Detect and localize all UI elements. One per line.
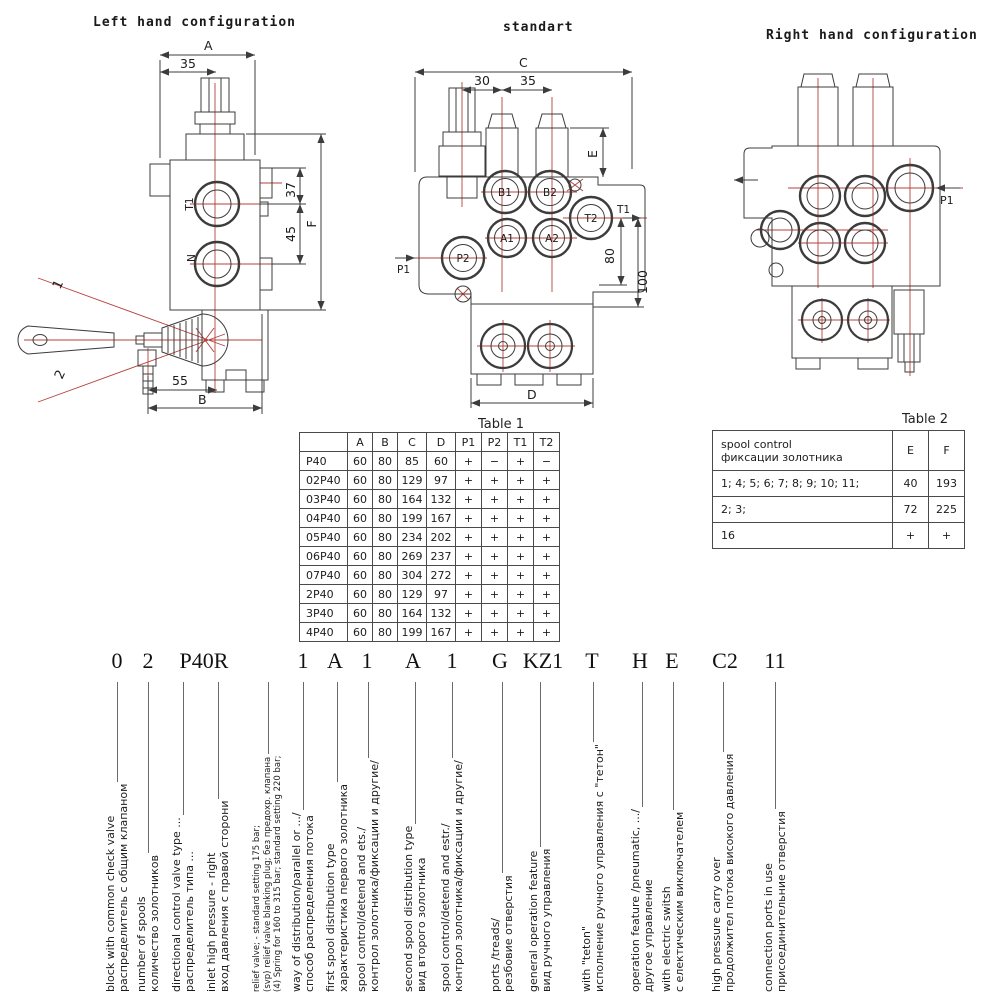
legend-text	[527, 849, 553, 992]
table2-value-cell: 225	[929, 497, 965, 523]
table1-value-cell: +	[456, 452, 482, 471]
table1-value-cell: −	[482, 452, 508, 471]
table2-e-header: E	[893, 431, 929, 471]
legend-text	[660, 812, 686, 992]
legend-line: вид второго золотника	[415, 857, 428, 992]
legend-text	[580, 744, 606, 992]
table1-value-cell: +	[534, 547, 560, 566]
port-b2-label: B2	[543, 187, 557, 199]
table1-value-cell: +	[508, 566, 534, 585]
table1-value-cell: +	[482, 604, 508, 623]
table1-value-cell: 60	[348, 471, 373, 490]
legend-leader-line	[148, 682, 149, 853]
table1-model-cell: 07P40	[300, 566, 348, 585]
order-code-token: 1	[297, 648, 309, 673]
table1-value-cell: +	[534, 471, 560, 490]
legend-line: вход давления с правой сторони	[218, 800, 231, 992]
table1-value-cell: −	[534, 452, 560, 471]
legend-line: with "teton"	[580, 925, 593, 992]
right-valve-red-centerlines	[756, 78, 963, 376]
table2-value-cell: +	[893, 523, 929, 549]
legend-leader-line	[673, 682, 674, 810]
dim-35-label: 35	[520, 73, 536, 88]
table1-value-cell: +	[508, 604, 534, 623]
table1-header-cell: A	[348, 433, 373, 452]
table1-value-cell: +	[482, 471, 508, 490]
dim-55-label: 55	[172, 373, 188, 388]
right-valve-outline	[744, 74, 940, 372]
legend-line: исполнение ручного управления с "тетон"	[593, 744, 606, 992]
table1-value-cell: +	[456, 604, 482, 623]
spool-control-table	[712, 430, 965, 549]
table1-header-cell: P1	[456, 433, 482, 452]
table1-model-cell: 02P40	[300, 471, 348, 490]
table1-model-cell: 04P40	[300, 509, 348, 528]
table1-value-cell: +	[482, 585, 508, 604]
table1-value-cell: +	[508, 528, 534, 547]
left-valve-labels	[50, 38, 319, 407]
legend-leader-line	[593, 682, 594, 742]
table1-row	[300, 585, 560, 604]
table1-value-cell: 60	[348, 604, 373, 623]
table2-title: Table 2	[902, 412, 949, 427]
table1-value-cell: 60	[348, 509, 373, 528]
table1-value-cell: +	[534, 585, 560, 604]
order-code-token: C2	[712, 648, 738, 673]
legend-leader-line	[337, 682, 338, 782]
table1-model-cell: 3P40	[300, 604, 348, 623]
legend-line: spool control/detend and estr./	[439, 823, 452, 992]
legend-line: number of spools	[135, 896, 148, 992]
legend-leader-line	[117, 682, 118, 782]
legend-line: ports /treads/	[489, 917, 502, 992]
table1-value-cell: +	[508, 547, 534, 566]
table1-value-cell: +	[456, 490, 482, 509]
table1-row	[300, 566, 560, 585]
port-p1-label: P1	[397, 264, 411, 276]
legend-text	[439, 760, 465, 992]
table1-value-cell: 60	[427, 452, 456, 471]
legend-leader-line	[723, 682, 724, 752]
table2-value-cell: 40	[893, 471, 929, 497]
dim-80-label: 80	[602, 248, 617, 264]
dim-35-label: 35	[180, 56, 196, 71]
left-valve-dimensions	[148, 55, 326, 414]
right-drawing-svg	[728, 58, 968, 388]
dim-37-label: 37	[283, 182, 298, 198]
legend-line: relief valve; - standard setting 175 bar;	[252, 825, 263, 992]
order-code-token: P40R	[179, 648, 229, 673]
legend-line: block with common check valve	[104, 815, 117, 992]
legend-line: контрол золотника/фиксации и другие/	[368, 760, 381, 992]
legend-line: другое управление	[642, 879, 655, 992]
legend-line: spool control/detend and ets./	[355, 826, 368, 992]
table1-value-cell: 80	[373, 471, 398, 490]
table2-f-header: F	[929, 431, 965, 471]
table1-value-cell: +	[534, 490, 560, 509]
table1-value-cell: +	[508, 585, 534, 604]
table1-value-cell: +	[534, 528, 560, 547]
port-p1-label: P1	[940, 194, 954, 207]
table1-value-cell: 199	[398, 509, 427, 528]
legend-line: с електическим виключателем	[673, 811, 686, 992]
table1-row	[300, 623, 560, 642]
port-n-label: N	[186, 254, 198, 262]
table1-value-cell: 269	[398, 547, 427, 566]
table1-model-cell: 03P40	[300, 490, 348, 509]
table1-value-cell: 60	[348, 490, 373, 509]
table1-value-cell: 60	[348, 566, 373, 585]
legend-leader-line	[415, 682, 416, 824]
dim-30-label: 30	[474, 73, 490, 88]
port-b1-label: B1	[498, 187, 512, 199]
table1-value-cell: +	[534, 604, 560, 623]
table2-desc-header-ru: фиксации золотника	[721, 450, 843, 464]
table1-value-cell: +	[456, 547, 482, 566]
table2-value-cell: +	[929, 523, 965, 549]
dim-a-label: A	[204, 38, 213, 53]
table1-value-cell: 60	[348, 585, 373, 604]
table1-header-cell: T1	[508, 433, 534, 452]
legend-text	[489, 875, 515, 992]
left-drawing-svg	[10, 28, 340, 428]
table1-value-cell: 164	[398, 490, 427, 509]
table2-row	[713, 523, 965, 549]
order-code-token: H	[632, 648, 648, 673]
table1-value-cell: 60	[348, 528, 373, 547]
dim-c-label: C	[519, 55, 528, 70]
legend-line: (4) Spring for 160 to 315 bar; standard setting 220 bar;	[273, 755, 284, 992]
table1-model-cell: P40	[300, 452, 348, 471]
table1-value-cell: 97	[427, 585, 456, 604]
port-t1-label: T1	[184, 197, 196, 211]
port-t2-label: T2	[584, 213, 598, 225]
table1-value-cell: +	[456, 528, 482, 547]
legend-line: first spool distribution type	[324, 843, 337, 992]
legend-line: распределитель с общим клапаном	[117, 783, 130, 992]
table1-header-cell: T2	[534, 433, 560, 452]
table1-row	[300, 452, 560, 471]
legend-text	[290, 812, 316, 992]
table1-value-cell: 129	[398, 585, 427, 604]
legend-line: high pressure carry over	[710, 857, 723, 992]
left-valve-red-centerlines	[24, 83, 282, 402]
table1-row	[300, 509, 560, 528]
table1-value-cell: 167	[427, 509, 456, 528]
table1-model-cell: 4P40	[300, 623, 348, 642]
legend-text	[324, 784, 350, 992]
legend-line: operation feature /pneumatic, .../	[629, 809, 642, 992]
table1-value-cell: +	[508, 471, 534, 490]
legend-text	[252, 756, 284, 992]
table1-value-cell: 60	[348, 623, 373, 642]
center-drawing-svg	[395, 42, 705, 432]
legend-leader-line	[642, 682, 643, 807]
table1-value-cell: 60	[348, 452, 373, 471]
port-a1-label: A1	[500, 233, 514, 245]
table1-value-cell: +	[534, 623, 560, 642]
legend-leader-line	[183, 682, 184, 815]
legend-leader-line	[452, 682, 453, 758]
legend-leader-line	[775, 682, 776, 809]
legend-line: way of distribution/parallel or .../	[290, 812, 303, 992]
table1-value-cell: 80	[373, 490, 398, 509]
table1-header-cell: P2	[482, 433, 508, 452]
order-code-token: 1	[361, 648, 373, 673]
legend-line: резбовие отверстия	[502, 875, 515, 992]
table1-value-cell: 167	[427, 623, 456, 642]
right-drawing-title: Right hand configuration	[766, 28, 978, 43]
legend-line: распределитель типа ...	[183, 851, 196, 992]
table1-value-cell: 132	[427, 604, 456, 623]
table1-model-cell: 2P40	[300, 585, 348, 604]
legend-leader-line	[218, 682, 219, 799]
legend-line: продолжител потока високого давления	[723, 753, 736, 992]
table1-value-cell: +	[456, 509, 482, 528]
legend-line: (svp) relief valve blanking plug; без предохр. клапана	[262, 756, 273, 992]
port-a2-label: A2	[545, 233, 559, 245]
table1-value-cell: 272	[427, 566, 456, 585]
table1-value-cell: 202	[427, 528, 456, 547]
table1-header-cell: C	[398, 433, 427, 452]
center-valve-outline	[419, 88, 645, 385]
legend-line: вид ручного управления	[540, 848, 553, 992]
table1-title: Table 1	[478, 417, 525, 432]
table1-value-cell: 80	[373, 547, 398, 566]
table1-value-cell: +	[508, 452, 534, 471]
right-valve-labels	[940, 194, 954, 207]
table2-desc-cell: 1; 4; 5; 6; 7; 8; 9; 10; 11;	[713, 471, 893, 497]
table1-value-cell: +	[534, 566, 560, 585]
table1-value-cell: +	[482, 509, 508, 528]
legend-line: количество золотников	[148, 855, 161, 992]
table1-value-cell: +	[508, 490, 534, 509]
table1-value-cell: 234	[398, 528, 427, 547]
table1-model-cell: 05P40	[300, 528, 348, 547]
table2-row	[713, 471, 965, 497]
table1-value-cell: 80	[373, 604, 398, 623]
legend-line: with electric switsh	[660, 886, 673, 992]
table1-value-cell: +	[508, 509, 534, 528]
table1-value-cell: 80	[373, 528, 398, 547]
lever-pos1-label: 1	[50, 277, 68, 292]
table1-row	[300, 528, 560, 547]
table2-desc-header-en: spool control	[721, 437, 792, 451]
legend-text	[402, 826, 428, 992]
legend-text	[710, 754, 736, 992]
legend-line: inlet high pressure - right	[205, 852, 218, 992]
order-code-token: 2	[142, 648, 154, 673]
table2-value-cell: 193	[929, 471, 965, 497]
table1-value-cell: +	[482, 528, 508, 547]
table1-model-cell: 06P40	[300, 547, 348, 566]
order-code-token: G	[492, 648, 508, 673]
legend-text	[762, 811, 788, 992]
dim-e-label: E	[585, 150, 600, 158]
legend-line: способ распределения потока	[303, 815, 316, 992]
legend-text	[355, 760, 381, 992]
legend-line: connection ports in use	[762, 863, 775, 992]
table1-value-cell: +	[456, 471, 482, 490]
legend-line: second spool distribution type	[402, 825, 415, 992]
dim-b-label: B	[198, 392, 207, 407]
table1-row	[300, 490, 560, 509]
table1-value-cell: 80	[373, 452, 398, 471]
order-code-token: 0	[111, 648, 123, 673]
order-code-token: A	[327, 648, 343, 673]
legend-line: directional control valve type ...	[170, 817, 183, 992]
left-valve-outline	[18, 78, 272, 394]
table1-value-cell: +	[482, 623, 508, 642]
dim-d-label: D	[527, 387, 537, 402]
table1-value-cell: 85	[398, 452, 427, 471]
table1-value-cell: +	[534, 509, 560, 528]
table2-row	[713, 497, 965, 523]
legend-leader-line	[368, 682, 369, 758]
left-drawing-title: Left hand configuration	[93, 15, 297, 30]
table1-value-cell: 132	[427, 490, 456, 509]
dim-100-label: 100	[635, 270, 650, 294]
lever-pos2-label: 2	[52, 367, 70, 382]
port-t1-label: T1	[617, 204, 631, 216]
table1-value-cell: 199	[398, 623, 427, 642]
table1-header-cell: D	[427, 433, 456, 452]
table1-header-cell	[300, 433, 348, 452]
legend-text	[205, 801, 231, 992]
legend-leader-line	[303, 682, 304, 810]
table1-row	[300, 547, 560, 566]
table1-value-cell: +	[456, 623, 482, 642]
table1-value-cell: +	[482, 566, 508, 585]
order-code-token: E	[665, 648, 679, 673]
legend-leader-line	[540, 682, 541, 847]
table1-value-cell: 80	[373, 585, 398, 604]
order-code-token: 11	[764, 648, 786, 673]
table1-value-cell: 129	[398, 471, 427, 490]
dim-45-label: 45	[283, 226, 298, 242]
legend-line: характеристика первого золотника	[337, 783, 350, 992]
table1-value-cell: +	[482, 490, 508, 509]
port-p2-label: P2	[456, 253, 470, 265]
table2-desc-cell: 2; 3;	[713, 497, 893, 523]
legend-text	[104, 784, 130, 992]
table1-header-cell: B	[373, 433, 398, 452]
order-code-token: A	[405, 648, 421, 673]
legend-leader-line	[268, 682, 269, 754]
table2-desc-cell: 16	[713, 523, 893, 549]
table2-value-cell: 72	[893, 497, 929, 523]
table1-value-cell: +	[456, 566, 482, 585]
table1-value-cell: 80	[373, 623, 398, 642]
order-code-token: T	[585, 648, 599, 673]
table1-value-cell: 237	[427, 547, 456, 566]
table2-desc-header	[713, 431, 893, 471]
order-code-token: KZ1	[522, 648, 564, 673]
table1-value-cell: +	[482, 547, 508, 566]
legend-line: контрол золотника/фиксации и другие/	[452, 760, 465, 992]
table1-row	[300, 471, 560, 490]
table1-value-cell: 80	[373, 566, 398, 585]
dim-f-label: F	[304, 220, 319, 228]
table1-value-cell: 164	[398, 604, 427, 623]
legend-text	[629, 809, 655, 992]
table1-value-cell: 60	[348, 547, 373, 566]
legend-leader-line	[502, 682, 503, 873]
table1-row	[300, 604, 560, 623]
table1-value-cell: 304	[398, 566, 427, 585]
table1-value-cell: 97	[427, 471, 456, 490]
table1-value-cell: +	[456, 585, 482, 604]
center-drawing-title: standart	[503, 20, 574, 35]
table1-value-cell: 80	[373, 509, 398, 528]
dimensions-table	[299, 432, 560, 642]
legend-line: присоединительние отверстия	[775, 811, 788, 992]
legend-text	[170, 817, 196, 992]
table1-value-cell: +	[508, 623, 534, 642]
order-code-token: 1	[446, 648, 458, 673]
legend-line: general operation feature	[527, 850, 540, 992]
legend-text	[135, 855, 161, 992]
